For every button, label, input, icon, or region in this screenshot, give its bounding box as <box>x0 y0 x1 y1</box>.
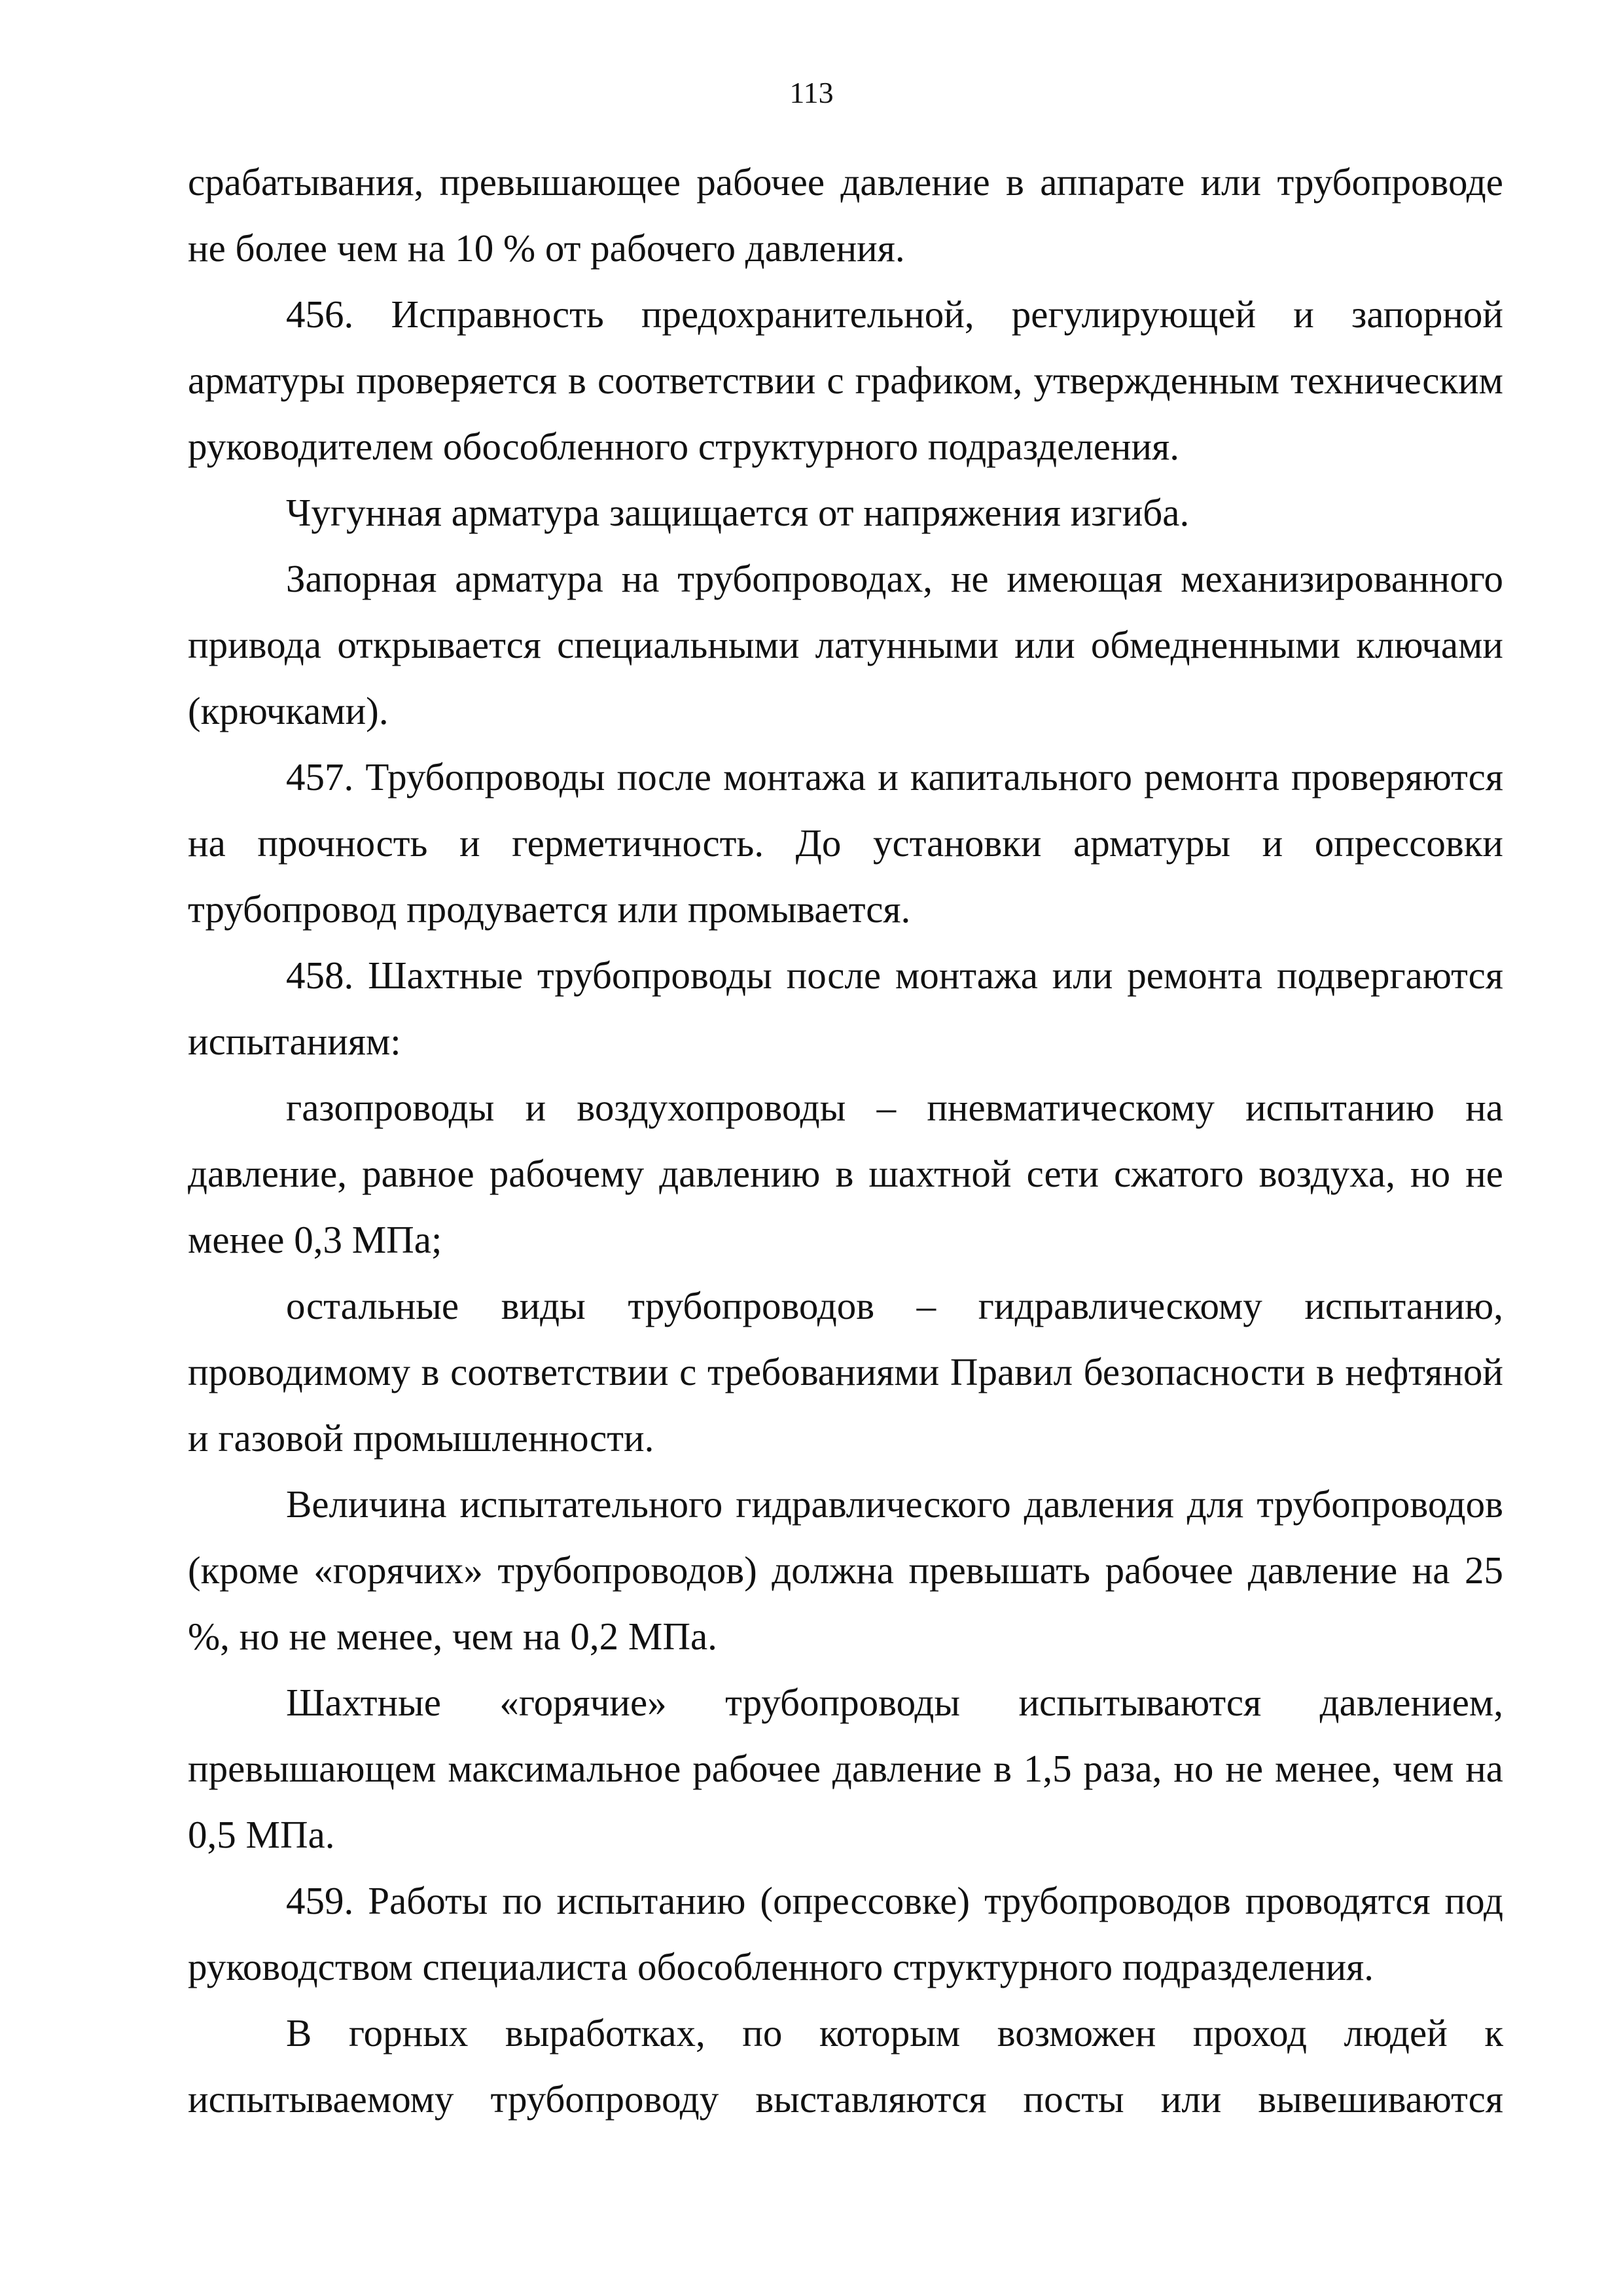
paragraph-continuation: срабатывания, превышающее рабочее давление в аппарате или трубопроводе не более чем на 10 % от рабочего давления. <box>188 160 1503 270</box>
paragraph-457: 457. Трубопроводы после монтажа и капитального ремонта проверяются на прочность и герметичность. До установки арматуры и опрессовки трубопровод продувается или промывается. <box>188 755 1503 931</box>
paragraph-cast-iron-fittings: Чугунная арматура защищается от напряжения изгиба. <box>286 491 1190 534</box>
paragraph-gas-air-pipelines: газопроводы и воздухопроводы – пневматическому испытанию на давление, равное рабочему давлению в шахтной сети сжатого воздуха, но не менее 0,3 МПа; <box>188 1086 1503 1261</box>
paragraph-shutoff-fittings: Запорная арматура на трубопроводах, не имеющая механизированного привода открывается специальными латунными или обмедненными ключами (крючками). <box>188 557 1503 732</box>
document-body <box>188 149 1503 2132</box>
paragraph-other-pipelines: остальные виды трубопроводов – гидравлическому испытанию, проводимому в соответствии с требованиями Правил безопасности в нефтяной и газовой промышленности. <box>188 1284 1503 1460</box>
paragraph-test-pressure: Величина испытательного гидравлического давления для трубопроводов (кроме «горячих» трубопроводов) должна превышать рабочее давление на 25 %, но не менее, чем на 0,2 МПа. <box>188 1482 1503 1658</box>
paragraph-458: 458. Шахтные трубопроводы после монтажа или ремонта подвергаются испытаниям: <box>188 954 1503 1063</box>
paragraph-456: 456. Исправность предохранительной, регулирующей и запорной арматуры проверяется в соответствии с графиком, утвержденным техническим руководителем обособленного структурного подразделения. <box>188 293 1503 468</box>
paragraph-mine-workings: В горных выработках, по которым возможен проход людей к испытываемому трубопроводу выставляются посты или вывешиваются <box>188 2011 1503 2121</box>
paragraph-459: 459. Работы по испытанию (опрессовке) трубопроводов проводятся под руководством специалиста обособленного структурного подразделения. <box>188 1879 1503 1988</box>
paragraph-hot-pipelines: Шахтные «горячие» трубопроводы испытываются давлением, превышающем максимальное рабочее давление в 1,5 раза, но не менее, чем на 0,5 МПа. <box>188 1681 1503 1856</box>
page-number: 113 <box>789 76 834 109</box>
